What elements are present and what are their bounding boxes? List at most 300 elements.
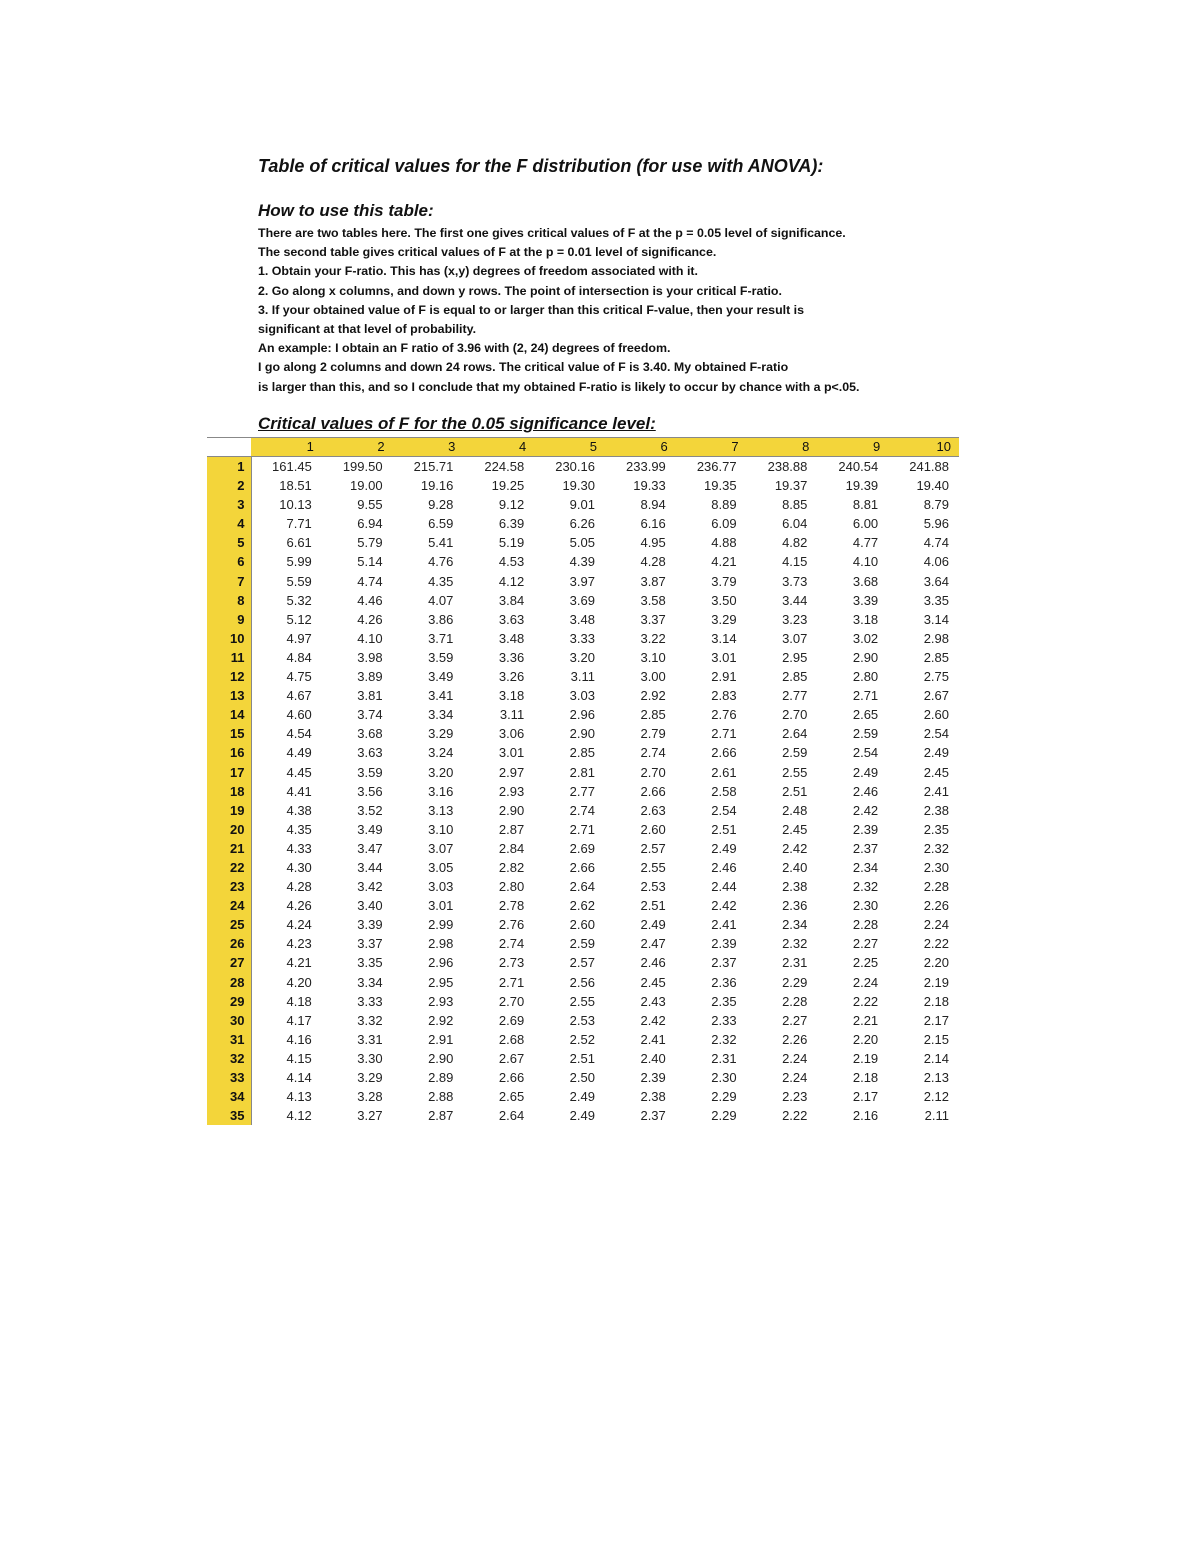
table-cell: 6.61 [286, 535, 312, 551]
table-cell: 2.96 [428, 955, 454, 971]
table-cell: 2.57 [569, 955, 595, 971]
table-cell: 2.82 [498, 859, 525, 875]
table-title: Critical values of F for the 0.05 significance level: [258, 414, 656, 433]
table-cell: 3.98 [357, 649, 383, 665]
row-header: 4 [207, 514, 251, 533]
table-row [207, 667, 959, 686]
table-cell: 3.35 [357, 955, 383, 971]
row-header: 15 [207, 724, 251, 743]
table-cell: 2.51 [569, 1050, 595, 1066]
table-cell: 3.07 [428, 840, 454, 856]
table-cell: 2.18 [923, 993, 949, 1009]
row-header: 14 [207, 705, 251, 724]
table-cell: 4.35 [286, 821, 312, 837]
table-cell: 2.26 [782, 1031, 808, 1047]
table-cell: 2.71 [498, 974, 525, 990]
table-cell: 2.60 [569, 917, 595, 933]
table-row [207, 533, 959, 552]
table-cell: 2.30 [852, 898, 879, 914]
table-cell: 9.01 [569, 497, 595, 513]
table-cell: 19.37 [774, 478, 808, 494]
table-cell: 2.90 [428, 1050, 454, 1066]
table-cell: 2.17 [923, 1012, 949, 1028]
table-cell: 2.71 [852, 688, 879, 704]
table-cell: 3.48 [569, 611, 595, 627]
instruction-line: There are two tables here. The first one gives critical values of F at the p = 0.05 level of significance. [258, 226, 846, 240]
table-cell: 2.24 [782, 1050, 808, 1066]
table-cell: 2.38 [640, 1089, 666, 1105]
table-cell: 6.00 [852, 516, 879, 532]
table-cell: 2.67 [498, 1050, 525, 1066]
instruction-line: 1. Obtain your F-ratio. This has (x,y) degrees of freedom associated with it. [258, 264, 698, 279]
table-cell: 4.28 [640, 554, 666, 570]
table-cell: 4.21 [711, 554, 737, 570]
table-cell: 2.78 [498, 898, 525, 914]
row-header: 25 [207, 915, 251, 934]
table-cell: 2.88 [428, 1089, 454, 1105]
table-cell: 4.54 [286, 726, 312, 742]
table-cell: 2.40 [782, 859, 808, 875]
table-cell: 2.22 [923, 936, 949, 952]
table-cell: 3.68 [852, 573, 879, 589]
table-cell: 2.28 [852, 917, 879, 933]
table-cell: 2.18 [852, 1070, 879, 1085]
table-row [207, 629, 959, 648]
table-cell: 3.26 [498, 669, 525, 685]
table-cell: 2.46 [640, 955, 666, 971]
table-cell: 3.23 [782, 611, 808, 627]
table-cell: 2.91 [428, 1031, 454, 1047]
table-cell: 2.23 [782, 1089, 808, 1105]
table-cell: 2.55 [782, 764, 808, 780]
table-cell: 2.39 [640, 1070, 666, 1085]
f-critical-values-table [207, 437, 959, 1125]
table-cell: 3.01 [428, 898, 454, 914]
table-cell: 2.29 [782, 974, 808, 990]
table-cell: 2.75 [923, 669, 949, 685]
table-cell: 2.91 [711, 669, 737, 685]
row-header: 2 [207, 476, 251, 495]
table-cell: 2.49 [569, 1089, 595, 1105]
table-row [207, 591, 959, 610]
table-cell: 3.11 [570, 669, 595, 685]
table-cell: 2.53 [569, 1012, 595, 1028]
table-cell: 2.76 [711, 707, 737, 723]
table-cell: 241.88 [909, 459, 949, 474]
row-header: 20 [207, 820, 251, 839]
table-cell: 2.42 [640, 1012, 666, 1028]
column-header: 1 [251, 438, 322, 457]
table-cell: 238.88 [767, 459, 808, 474]
table-cell: 2.31 [782, 955, 808, 971]
table-cell: 3.28 [357, 1089, 383, 1105]
table-row [207, 1087, 959, 1106]
table-cell: 2.39 [711, 936, 737, 952]
column-header-row [207, 438, 959, 457]
table-cell: 4.12 [286, 1108, 312, 1124]
table-cell: 3.03 [569, 688, 595, 704]
table-cell: 2.33 [711, 1012, 737, 1028]
table-cell: 4.33 [286, 840, 312, 856]
table-cell: 3.47 [357, 840, 383, 856]
table-cell: 2.41 [640, 1031, 666, 1047]
table-row [207, 1049, 959, 1068]
table-cell: 3.71 [428, 630, 454, 646]
table-cell: 2.19 [852, 1050, 879, 1066]
table-cell: 2.66 [498, 1070, 525, 1085]
table-cell: 3.29 [711, 611, 737, 627]
table-cell: 3.01 [498, 745, 525, 761]
table-cell: 2.66 [569, 859, 595, 875]
table-cell: 2.62 [569, 898, 595, 914]
table-cell: 3.89 [357, 669, 383, 685]
table-cell: 3.69 [569, 592, 595, 608]
row-header: 5 [207, 533, 251, 552]
row-header: 13 [207, 686, 251, 705]
table-row [207, 858, 959, 877]
table-cell: 2.37 [852, 840, 879, 856]
table-cell: 7.71 [286, 516, 312, 532]
table-cell: 5.59 [286, 573, 312, 589]
table-cell: 3.18 [852, 611, 879, 627]
table-cell: 2.59 [569, 936, 595, 952]
table-cell: 8.94 [640, 497, 666, 513]
table-cell: 2.36 [782, 898, 808, 914]
table-cell: 4.26 [286, 898, 312, 914]
table-cell: 4.06 [923, 554, 949, 570]
table-cell: 6.04 [782, 516, 808, 532]
table-cell: 4.30 [286, 859, 312, 875]
table-cell: 2.98 [923, 630, 949, 646]
table-cell: 2.98 [428, 936, 454, 952]
table-row [207, 1106, 959, 1125]
table-cell: 4.82 [782, 535, 808, 551]
table-cell: 4.28 [286, 879, 312, 895]
table-cell: 3.33 [569, 630, 595, 646]
row-header: 35 [207, 1106, 251, 1125]
table-cell: 2.80 [498, 879, 525, 895]
table-cell: 233.99 [626, 459, 666, 474]
table-cell: 3.35 [923, 592, 949, 608]
table-row [207, 782, 959, 801]
table-cell: 8.79 [923, 497, 949, 513]
table-cell: 2.54 [923, 726, 949, 742]
row-header: 11 [207, 648, 251, 667]
table-cell: 4.74 [357, 573, 383, 589]
column-header: 6 [605, 438, 676, 457]
table-cell: 4.18 [286, 993, 312, 1009]
table-cell: 2.24 [923, 917, 949, 933]
table-cell: 3.44 [782, 592, 808, 608]
table-cell: 2.22 [852, 993, 879, 1009]
row-header: 30 [207, 1011, 251, 1030]
table-cell: 2.25 [852, 955, 879, 971]
table-cell: 3.44 [357, 859, 383, 875]
table-cell: 8.89 [711, 497, 737, 513]
table-cell: 10.13 [279, 497, 312, 513]
table-cell: 2.28 [782, 993, 808, 1009]
table-row [207, 763, 959, 782]
table-cell: 4.17 [286, 1012, 312, 1028]
instruction-line: is larger than this, and so I conclude that my obtained F-ratio is likely to occur by chance with a p<.05. [258, 379, 860, 394]
table-cell: 2.93 [428, 993, 454, 1009]
table-cell: 2.37 [711, 955, 737, 971]
instruction-line: 2. Go along x columns, and down y rows. The point of intersection is your critical F-ratio. [258, 283, 782, 298]
table-cell: 2.81 [569, 764, 595, 780]
table-cell: 4.76 [428, 554, 454, 570]
table-cell: 3.34 [357, 974, 383, 990]
row-header: 34 [207, 1087, 251, 1106]
table-cell: 2.39 [852, 821, 879, 837]
instruction-line: An example: I obtain an F ratio of 3.96 with (2, 24) degrees of freedom. [258, 341, 671, 356]
table-cell: 4.23 [286, 936, 312, 952]
table-cell: 2.90 [498, 802, 525, 818]
table-cell: 236.77 [696, 459, 737, 474]
table-cell: 5.41 [428, 535, 454, 551]
table-cell: 3.37 [640, 611, 666, 627]
instruction-line: 3. If your obtained value of F is equal to or larger than this critical F-value, then your result is [258, 302, 804, 317]
table-cell: 2.35 [711, 993, 737, 1009]
table-cell: 2.28 [923, 879, 949, 895]
table-cell: 19.30 [562, 478, 595, 494]
table-cell: 4.12 [498, 573, 525, 589]
table-cell: 3.01 [711, 649, 737, 665]
instruction-line: The second table gives critical values of F at the p = 0.01 level of significance. [258, 245, 717, 260]
table-cell: 2.68 [498, 1031, 525, 1047]
column-header: 4 [463, 438, 534, 457]
table-cell: 2.14 [923, 1050, 949, 1066]
table-cell: 3.48 [498, 630, 525, 646]
table-cell: 6.59 [428, 516, 454, 532]
table-cell: 3.59 [428, 649, 454, 665]
table-cell: 2.47 [640, 936, 666, 952]
table-cell: 2.92 [640, 688, 666, 704]
table-cell: 2.15 [923, 1031, 949, 1047]
table-cell: 2.32 [782, 936, 808, 952]
table-row [207, 1011, 959, 1030]
table-cell: 2.84 [498, 840, 525, 856]
table-cell: 4.14 [286, 1070, 312, 1085]
table-cell: 2.74 [498, 936, 525, 952]
table-cell: 3.27 [357, 1108, 383, 1124]
table-cell: 2.46 [852, 783, 879, 799]
row-header: 16 [207, 743, 251, 762]
table-cell: 4.45 [286, 764, 312, 780]
table-cell: 3.37 [357, 936, 383, 952]
table-cell: 2.42 [852, 802, 879, 818]
table-cell: 9.55 [357, 497, 383, 513]
table-cell: 2.32 [852, 879, 879, 895]
table-cell: 2.85 [640, 707, 666, 723]
table-cell: 2.49 [923, 745, 949, 761]
table-cell: 2.40 [640, 1050, 666, 1066]
table-cell: 4.35 [428, 573, 454, 589]
table-cell: 2.74 [640, 745, 666, 761]
table-cell: 3.07 [782, 630, 808, 646]
column-header: 10 [888, 438, 959, 457]
table-cell: 3.56 [357, 783, 383, 799]
row-header: 32 [207, 1049, 251, 1068]
table-cell: 2.13 [923, 1070, 949, 1085]
table-cell: 9.12 [498, 497, 525, 513]
table-cell: 3.36 [498, 649, 525, 665]
table-row [207, 705, 959, 724]
table-row [207, 896, 959, 915]
row-header: 31 [207, 1030, 251, 1049]
table-cell: 2.90 [852, 649, 879, 665]
table-cell: 5.32 [286, 592, 312, 608]
table-cell: 2.85 [923, 649, 949, 665]
table-row [207, 953, 959, 972]
table-cell: 2.63 [640, 802, 666, 818]
table-cell: 8.81 [852, 497, 879, 513]
table-cell: 3.73 [782, 573, 808, 589]
table-cell: 2.52 [569, 1031, 595, 1047]
table-cell: 2.87 [498, 821, 525, 837]
table-cell: 2.70 [498, 993, 525, 1009]
table-cell: 4.53 [498, 554, 525, 570]
table-row [207, 801, 959, 820]
table-cell: 2.37 [640, 1108, 666, 1124]
row-header: 8 [207, 591, 251, 610]
instructions [258, 224, 1018, 397]
table-cell: 2.70 [640, 764, 666, 780]
table-cell: 2.65 [852, 707, 879, 723]
table-cell: 2.20 [852, 1031, 879, 1047]
table-cell: 2.67 [923, 688, 949, 704]
table-cell: 4.41 [286, 783, 312, 799]
table-cell: 2.46 [711, 859, 737, 875]
table-cell: 6.94 [357, 516, 383, 532]
table-cell: 19.16 [420, 478, 454, 494]
table-cell: 4.10 [852, 554, 879, 570]
table-cell: 2.83 [711, 688, 737, 704]
table-cell: 3.16 [428, 783, 454, 799]
table-cell: 2.34 [782, 917, 808, 933]
table-cell: 2.71 [711, 726, 737, 742]
table-row [207, 820, 959, 839]
table-cell: 2.17 [852, 1089, 879, 1105]
table-cell: 2.90 [569, 726, 595, 742]
table-row [207, 552, 959, 571]
table-cell: 4.21 [286, 955, 312, 971]
table-cell: 2.58 [711, 783, 737, 799]
table-cell: 2.32 [711, 1031, 737, 1047]
table-cell: 4.07 [428, 592, 454, 608]
table-cell: 199.50 [342, 459, 383, 474]
row-header: 26 [207, 934, 251, 953]
table-cell: 2.42 [711, 898, 737, 914]
table-cell: 2.60 [923, 707, 949, 723]
table-cell: 4.84 [286, 649, 312, 665]
table-cell: 3.24 [428, 745, 454, 761]
table-cell: 5.99 [286, 554, 312, 570]
table-cell: 3.59 [357, 764, 383, 780]
table-cell: 3.52 [357, 802, 383, 818]
table-cell: 4.97 [286, 630, 312, 646]
table-cell: 5.79 [357, 535, 383, 551]
table-cell: 2.77 [569, 783, 595, 799]
table-cell: 6.09 [711, 516, 737, 532]
table-cell: 2.51 [711, 821, 737, 837]
table-cell: 3.41 [428, 688, 454, 704]
table-row [207, 724, 959, 743]
table-cell: 2.60 [640, 821, 666, 837]
table-cell: 2.69 [498, 1012, 525, 1028]
table-cell: 4.46 [357, 592, 383, 608]
table-cell: 2.21 [852, 1012, 879, 1028]
table-cell: 2.38 [782, 879, 808, 895]
table-cell: 2.85 [782, 669, 808, 685]
table-cell: 2.24 [782, 1070, 808, 1085]
table-cell: 2.30 [711, 1070, 737, 1085]
table-cell: 8.85 [782, 497, 808, 513]
column-header: 2 [322, 438, 393, 457]
table-cell: 2.27 [782, 1012, 808, 1028]
table-cell: 3.79 [711, 573, 737, 589]
row-header: 28 [207, 973, 251, 992]
table-cell: 2.76 [498, 917, 525, 933]
table-cell: 3.20 [428, 764, 454, 780]
table-cell: 2.48 [782, 802, 808, 818]
table-row [207, 610, 959, 629]
table-cell: 2.99 [428, 917, 454, 933]
row-header: 19 [207, 801, 251, 820]
table-cell: 3.18 [498, 688, 525, 704]
table-cell: 2.54 [711, 802, 737, 818]
table-cell: 5.05 [569, 535, 595, 551]
table-cell: 2.59 [852, 726, 879, 742]
table-cell: 2.24 [852, 974, 879, 990]
table-cell: 2.95 [782, 649, 808, 665]
instruction-line: significant at that level of probability. [258, 322, 477, 337]
table-cell: 3.20 [569, 649, 595, 665]
table-cell: 3.13 [428, 802, 454, 818]
table-cell: 2.11 [924, 1108, 949, 1124]
table-cell: 2.89 [428, 1070, 454, 1085]
table-cell: 5.14 [357, 554, 383, 570]
row-header: 12 [207, 667, 251, 686]
table-cell: 3.39 [852, 592, 879, 608]
table-cell: 2.69 [569, 840, 595, 856]
table-cell: 2.96 [569, 707, 595, 723]
table-cell: 2.54 [852, 745, 879, 761]
table-cell: 2.80 [852, 669, 879, 685]
table-row [207, 915, 959, 934]
table-cell: 2.30 [923, 859, 949, 875]
table-cell: 240.54 [838, 459, 879, 474]
table-cell: 2.50 [569, 1070, 595, 1085]
table-cell: 2.22 [782, 1108, 808, 1124]
table-cell: 4.49 [286, 745, 312, 761]
table-cell: 19.25 [491, 478, 525, 494]
table-cell: 4.15 [782, 554, 808, 570]
table-cell: 3.10 [428, 821, 454, 837]
row-header: 33 [207, 1068, 251, 1087]
table-cell: 4.24 [286, 917, 312, 933]
table-cell: 2.85 [569, 745, 595, 761]
corner-cell [207, 438, 251, 457]
table-cell: 3.03 [428, 879, 454, 895]
table-row [207, 648, 959, 667]
table-cell: 3.42 [357, 879, 383, 895]
table-cell: 19.40 [916, 478, 949, 494]
table-cell: 3.32 [357, 1012, 383, 1028]
table-cell: 2.45 [782, 821, 808, 837]
table-cell: 2.55 [640, 859, 666, 875]
row-header: 1 [207, 457, 251, 477]
table-cell: 2.29 [711, 1108, 737, 1124]
